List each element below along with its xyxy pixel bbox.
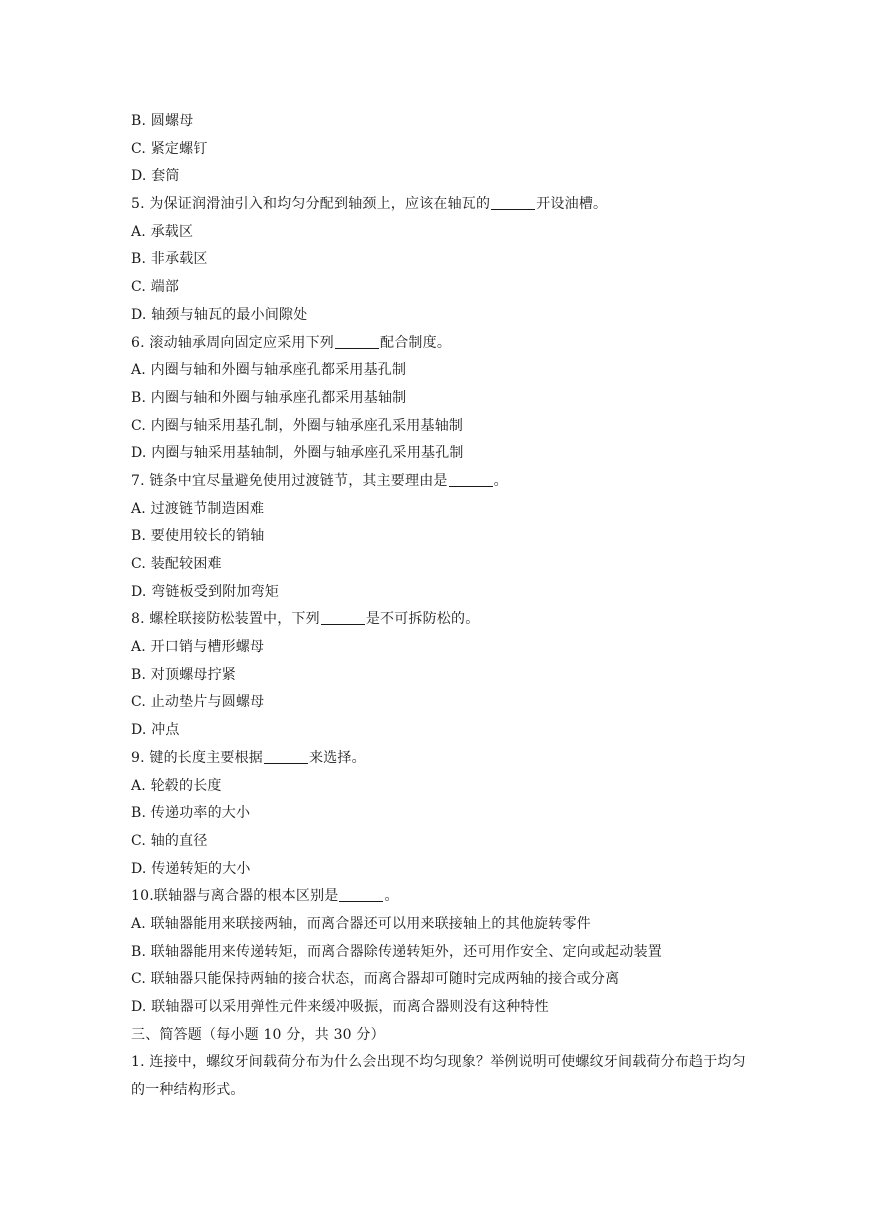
option-line — [131, 717, 751, 745]
line-text: B. 要使用较长的销轴 — [131, 528, 265, 545]
option-line — [131, 579, 751, 607]
line-text: C. 紧定螺钉 — [131, 140, 208, 157]
line-text: C. 止动垫片与圆螺母 — [131, 694, 265, 711]
question-text: 10.联轴器与离合器的根本区别是 — [131, 888, 339, 905]
option-line — [131, 662, 751, 690]
option-line — [131, 219, 751, 247]
option-line — [131, 163, 751, 191]
line-text: B. 圆螺母 — [131, 113, 194, 129]
line-text: B. 非承载区 — [131, 251, 208, 268]
line-text: D. 联轴器可以采用弹性元件来缓冲吸振，而离合器则没有这种特性 — [131, 999, 549, 1015]
line-text: B. 联轴器能用来传递转矩，而离合器除传递转矩外，还可用作安全、定向或起动装置 — [131, 943, 662, 960]
short-answer-question — [131, 1049, 751, 1104]
option-line — [131, 108, 751, 136]
question-line — [131, 191, 751, 219]
option-line — [131, 385, 751, 413]
line-text: C. 装配较困难 — [131, 556, 222, 572]
answer-blank — [321, 610, 365, 625]
answer-blank — [335, 334, 379, 349]
option-line — [131, 523, 751, 551]
option-line — [131, 800, 751, 828]
section-heading-text: 三、简答题（每小题 10 分，共 30 分） — [131, 1026, 385, 1043]
short-answer-text: 1. 连接中，螺纹牙间载荷分布为什么会出现不均匀现象？举例说明可使螺纹牙间载荷分布趋于均匀的一种结构形式。 — [131, 1054, 746, 1099]
line-text: A. 联轴器能用来联接两轴，而离合器还可以用来联接轴上的其他旋转零件 — [131, 915, 591, 932]
question-text-end: 是不可拆防松的。 — [365, 611, 480, 628]
question-text: 5. 为保证润滑油引入和均匀分配到轴颈上，应该在轴瓦的 — [131, 196, 491, 213]
line-text: C. 内圈与轴采用基孔制，外圈与轴承座孔采用基轴制 — [131, 417, 464, 434]
line-text: D. 传递转矩的大小 — [131, 860, 251, 877]
answer-blank — [449, 472, 493, 487]
option-line — [131, 634, 751, 662]
question-text-end: 来选择。 — [309, 749, 366, 766]
question-text-end: 开设油槽。 — [536, 196, 608, 213]
option-line — [131, 357, 751, 385]
question-text: 8. 螺栓联接防松装置中，下列 — [131, 611, 320, 628]
option-line — [131, 856, 751, 884]
question-text-end: 配合制度。 — [380, 334, 452, 351]
option-line — [131, 966, 751, 994]
answer-blank — [339, 887, 383, 902]
question-text-end: 。 — [493, 472, 508, 489]
option-line — [131, 773, 751, 801]
line-text: A. 承载区 — [131, 223, 194, 240]
line-text: A. 内圈与轴和外圈与轴承座孔都采用基孔制 — [131, 362, 407, 379]
section-heading — [131, 1022, 751, 1050]
option-line — [131, 939, 751, 967]
line-text: A. 开口销与槽形螺母 — [131, 639, 265, 656]
line-text: C. 轴的直径 — [131, 832, 208, 849]
question-text: 7. 链条中宜尽量避免使用过渡链节，其主要理由是 — [131, 472, 448, 489]
line-text: B. 内圈与轴和外圈与轴承座孔都采用基轴制 — [131, 389, 407, 406]
option-line — [131, 246, 751, 274]
question-line — [131, 606, 751, 634]
exam-content — [131, 108, 751, 1105]
question-line — [131, 468, 751, 496]
line-text: B. 传递功率的大小 — [131, 805, 251, 822]
option-line — [131, 911, 751, 939]
option-line — [131, 551, 751, 579]
question-text-end: 。 — [384, 888, 399, 905]
option-line — [131, 496, 751, 524]
option-line — [131, 994, 751, 1022]
line-text: D. 轴颈与轴瓦的最小间隙处 — [131, 306, 308, 323]
option-line — [131, 274, 751, 302]
line-text: A. 轮毂的长度 — [131, 777, 222, 794]
line-text: A. 过渡链节制造困难 — [131, 500, 265, 517]
answer-blank — [264, 749, 308, 764]
option-line — [131, 413, 751, 441]
option-line — [131, 689, 751, 717]
option-line — [131, 440, 751, 468]
line-text: C. 端部 — [131, 279, 180, 296]
line-text: D. 弯链板受到附加弯矩 — [131, 583, 280, 600]
question-text: 9. 键的长度主要根据 — [131, 749, 264, 766]
answer-blank — [491, 195, 535, 210]
question-line — [131, 883, 751, 911]
line-text: D. 套筒 — [131, 168, 180, 185]
question-line — [131, 745, 751, 773]
option-line — [131, 828, 751, 856]
line-text: B. 对顶螺母拧紧 — [131, 666, 236, 683]
question-line — [131, 330, 751, 358]
line-text: D. 内圈与轴采用基轴制，外圈与轴承座孔采用基孔制 — [131, 445, 464, 462]
option-line — [131, 302, 751, 330]
option-line — [131, 136, 751, 164]
line-text: C. 联轴器只能保持两轴的接合状态，而离合器却可随时完成两轴的接合或分离 — [131, 971, 620, 988]
question-text: 6. 滚动轴承周向固定应采用下列 — [131, 334, 335, 351]
line-text: D. 冲点 — [131, 722, 180, 739]
